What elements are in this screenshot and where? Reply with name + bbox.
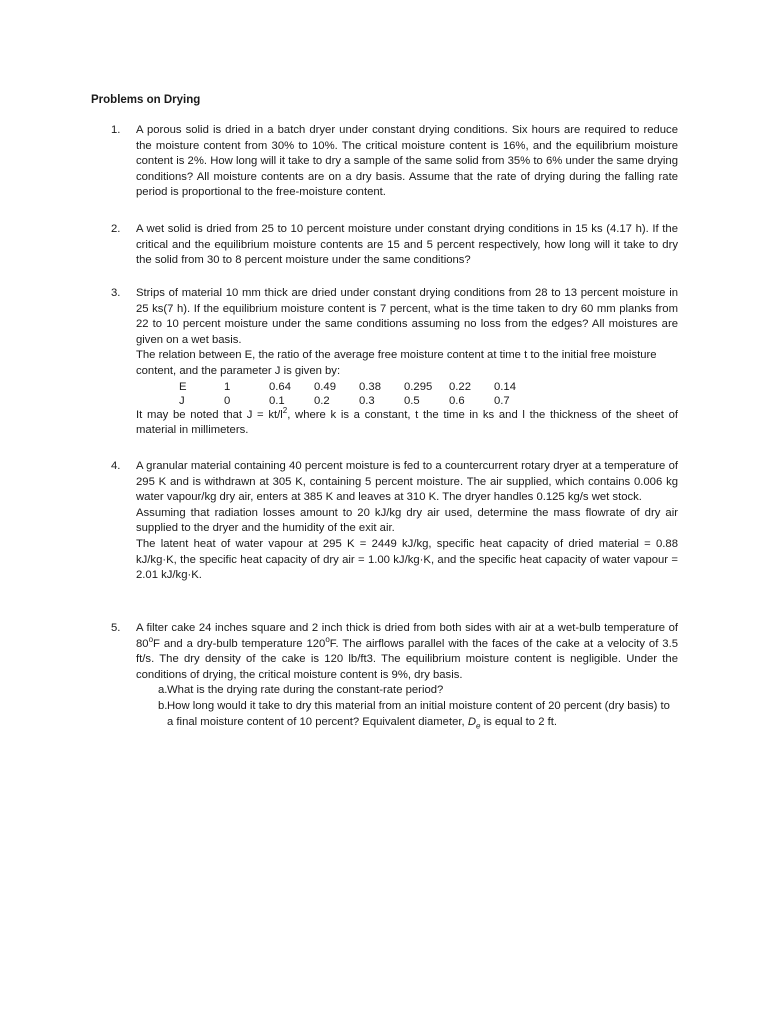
sub-question-text: How long would it take to dry this material from an initial moisture content of 20 percent (dry basis) to a final moisture content of 10 percent? Equivalent diameter, (167, 699, 670, 728)
problem-number: 5. (111, 622, 121, 634)
problem-text: A porous solid is dried in a batch dryer under constant drying conditions. Six hours are required to reduce the moisture content from 30% to 10%. The critical moisture content is 16%, and the equilibrium moisture content is 2%. How long will it take to dry a sample of the same solid from 35% to 6% under the same drying conditions? All moisture contents are on a dry basis. Assume that the rate of drying during the falling rate period is proportional to the free-moisture content. (136, 124, 678, 199)
degree-symbol: o (325, 634, 330, 644)
problem-number: 4. (111, 460, 121, 472)
note-text: , where k is a constant, t the time in ks and l the thickness of the sheet of material in millimeters. (136, 408, 679, 437)
text-run: A filter cake 24 inches square and 2 inch thick is dried from both sides with air at a wet-bulb temperature of 80 (136, 622, 678, 650)
table-cell: 0.6 (449, 394, 465, 407)
problem-text-data: The latent heat of water vapour at 295 K = 2449 kJ/kg, specific heat capacity of dried material = 0.88 kJ/kg·K, the specific heat capacity of dry air = 1.00 kJ/kg·K, and the specific heat capacity of water vapour = 2.01 kJ/kg·K. (136, 537, 678, 582)
page-title: Problems on Drying (91, 94, 201, 106)
sub-question-letter: b. (158, 699, 168, 712)
sub-question-b (136, 699, 678, 730)
table-row-e (179, 380, 539, 394)
problem-text-assumption: Assuming that radiation losses amount to 20 kJ/kg dry air used, determine the mass flowrate of dry air supplied to the dryer and the humidity of the exit air. (136, 506, 678, 535)
sub-question-text: is equal to 2 ft. (480, 715, 558, 728)
table-cell: 0.5 (404, 394, 420, 407)
note-text: It may be noted that J = kt/l (136, 408, 283, 421)
problem-text-relation: The relation between E, the ratio of the average free moisture content at time t to the initial free moisture content, and the parameter J is given by: (136, 349, 657, 377)
sub-question-letter: a. (158, 684, 168, 697)
text-run: F and a dry-bulb temperature 120 (153, 637, 326, 650)
degree-symbol: o (148, 634, 154, 644)
table-cell: 0.2 (314, 394, 330, 407)
problem-text: A wet solid is dried from 25 to 10 percent moisture under constant drying conditions in 15 ks (4.17 h). If the critical and the equilibrium moisture contents are 15 and 5 percent respectively, how long will it take to dry the solid from 30 to 8 percent moisture under the same conditions? (136, 223, 678, 267)
table-cell: 0.14 (494, 380, 516, 393)
table-cell: 0 (224, 394, 231, 407)
sub-question-a (136, 683, 678, 699)
row-label-j: J (179, 394, 185, 407)
table-cell: 0.38 (359, 380, 381, 393)
problem-number: 1. (111, 124, 121, 136)
table-cell: 0.49 (314, 380, 336, 393)
problem-number: 3. (111, 287, 121, 299)
variable: D (467, 715, 476, 728)
problem-note (136, 405, 679, 439)
text-run: F. The airflows parallel with the faces of the cake at a velocity of 3.5 ft/s. The dry density of the cake is 120 lb/ft3. The equilibrium moisture content is negligible. Under the conditions of drying, the critical moisture content is 9%, dry basis. (136, 637, 678, 681)
table-cell: 0.1 (269, 394, 285, 407)
sub-question-text: What is the drying rate during the constant-rate period? (167, 684, 444, 697)
table-cell: 1 (224, 380, 231, 393)
problem-text: A granular material containing 40 percent moisture is fed to a countercurrent rotary dryer at a temperature of 295 K and is withdrawn at 305 K, containing 5 percent moisture. The air supplied, which contains 0.006 kg water vapour/kg dry air, enters at 385 K and leaves at 310 K. The dryer handles 0.125 kg/s wet stock. (136, 460, 678, 504)
table-cell: 0.7 (494, 394, 510, 407)
superscript: 2 (282, 405, 288, 415)
problem-text (136, 621, 678, 683)
e-j-table (179, 380, 539, 408)
table-cell: 0.64 (269, 380, 291, 393)
table-cell: 0.3 (359, 394, 375, 407)
table-cell: 0.22 (449, 380, 471, 393)
problem-text: Strips of material 10 mm thick are dried under constant drying conditions from 28 to 13 percent moisture in 25 ks(7 h). If the equilibrium moisture content is 7 percent, what is the time taken to dry 60 mm planks from 22 to 10 percent moisture under the same conditions assuming no loss from the edges? All moistures are given on a wet basis. (136, 287, 678, 346)
variable-subscript: e (475, 720, 481, 730)
row-label-e: E (179, 380, 187, 393)
table-row-j (179, 394, 539, 408)
problem-number: 2. (111, 223, 121, 235)
table-cell: 0.295 (404, 380, 433, 393)
